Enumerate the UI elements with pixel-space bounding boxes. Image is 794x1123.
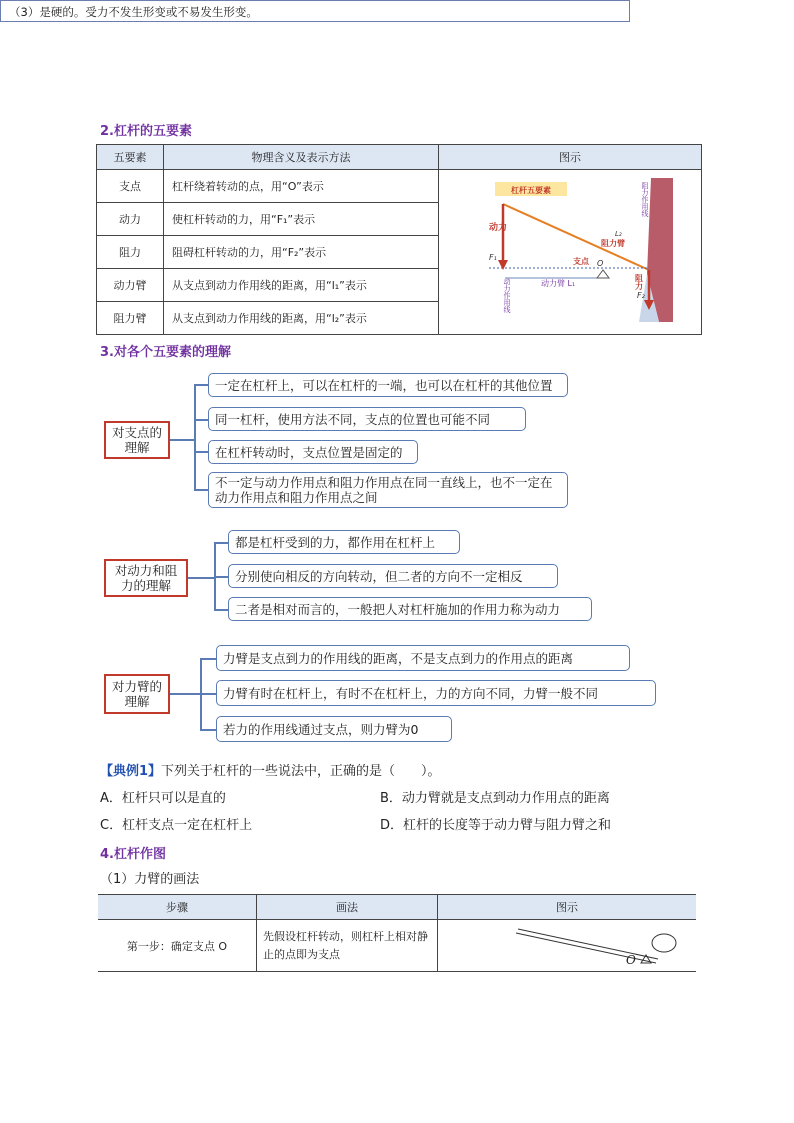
forces-item-3: 二者是相对而言的，一般把人对杠杆施加的作用力称为动力	[228, 597, 592, 621]
header-element: 五要素	[97, 145, 164, 170]
connector	[194, 489, 208, 491]
intro-text: （3）是硬的。受力不发生形变或不易发生形变。	[9, 5, 258, 19]
zero-label: O	[597, 259, 604, 268]
resist-label: 阻力	[634, 274, 644, 290]
section4-title: 4.杠杆作图	[100, 847, 166, 862]
section4-sub: （1）力臂的画法	[100, 872, 200, 887]
lever-diagram	[469, 174, 699, 334]
fulcrum-triangle	[597, 270, 609, 278]
group-arms-text: 对力臂的理解	[111, 679, 162, 709]
l2-label: L₂	[615, 230, 622, 238]
step1-figure-cell	[438, 920, 697, 972]
connector	[170, 693, 200, 695]
lever-figure-cell	[439, 170, 702, 335]
f1-label: F₁	[489, 253, 497, 262]
group-fulcrum-label	[104, 421, 170, 459]
arm-drawing-table	[98, 894, 696, 972]
group-fulcrum-text: 对支点的理解	[111, 425, 162, 455]
forces-item-1: 都是杠杆受到的力，都作用在杠杆上	[228, 530, 460, 554]
header-illustration: 图示	[438, 895, 697, 920]
header-meaning: 物理含义及表示方法	[164, 145, 439, 170]
row-effort-desc: 使杠杆转动的力，用“F₁”表示	[164, 203, 439, 236]
example-question	[100, 760, 441, 779]
f2-label: F₂	[637, 291, 645, 300]
connector	[214, 542, 228, 544]
fulcrum-item-3: 在杠杆转动时，支点位置是固定的	[208, 440, 418, 464]
connector	[188, 577, 214, 579]
row-resistance-desc: 阻碍杠杆转动的力，用“F₂”表示	[164, 236, 439, 269]
connector	[194, 384, 196, 490]
arms-item-2: 力臂有时在杠杆上，有时不在杠杆上，力的方向不同，力臂一般不同	[216, 680, 656, 706]
option-c: C．杠杆支点一定在杠杆上	[100, 818, 253, 833]
fulcrum-label: 支点	[573, 257, 589, 266]
connector	[194, 384, 208, 386]
row-effort-name: 动力	[97, 203, 164, 236]
arm1-label: 动力臂 L₁	[541, 279, 576, 288]
connector	[200, 693, 216, 695]
arms-item-1: 力臂是支点到力的作用线的距离，不是支点到力的作用点的距离	[216, 645, 630, 671]
fulcrum-item-1: 一定在杠杆上，可以在杠杆的一端，也可以在杠杆的其他位置	[208, 373, 568, 397]
forces-item-2: 分别使向相反的方向转动，但二者的方向不一定相反	[228, 564, 558, 588]
row-fulcrum-name: 支点	[97, 170, 164, 203]
connector	[200, 729, 216, 731]
option-b: B．动力臂就是支点到动力作用点的距离	[380, 791, 610, 806]
row-resistance-name: 阻力	[97, 236, 164, 269]
figure-title: 杠杆五要素	[511, 186, 551, 195]
row-fulcrum-desc: 杠杆绕着转动的点，用“O”表示	[164, 170, 439, 203]
effort-label: 动力	[489, 223, 508, 233]
option-d: D．杠杆的长度等于动力臂与阻力臂之和	[380, 818, 612, 833]
stone	[652, 934, 676, 952]
group-arms-label	[104, 674, 170, 714]
step1-diagram	[508, 921, 708, 971]
connector	[214, 609, 228, 611]
connector	[194, 419, 208, 421]
example-question-text: 下列关于杠杆的一些说法中，正确的是（ ）。	[161, 764, 441, 779]
header-step: 步骤	[98, 895, 257, 920]
fulcrum-item-2: 同一杠杆，使用方法不同，支点的位置也可能不同	[208, 407, 526, 431]
connector	[200, 658, 216, 660]
step1-name: 第一步：确定支点 O	[98, 920, 257, 972]
connector	[194, 451, 208, 453]
header-method: 画法	[257, 895, 438, 920]
five-elements-table	[96, 144, 702, 335]
intro-box	[0, 0, 630, 22]
group-forces-label	[104, 559, 188, 597]
connector	[170, 439, 194, 441]
option-a: A．杠杆只可以是直的	[100, 791, 226, 806]
arm2-label: 阻力臂	[601, 239, 625, 248]
fulcrum-item-4: 不一定与动力作用点和阻力作用点在同一直线上，也不一定在动力作用点和阻力作用点之间	[208, 472, 568, 508]
resist-line-label: 阻力作用线	[641, 182, 649, 217]
row-arm2-name: 阻力臂	[97, 302, 164, 335]
example-tag: 【典例1】	[100, 764, 162, 779]
arms-item-3: 若力的作用线通过支点，则力臂为0	[216, 716, 452, 742]
step1-o-label: O	[626, 953, 636, 967]
connector	[214, 576, 228, 578]
section2-title: 2.杠杆的五要素	[100, 124, 192, 139]
step1-method: 先假设杠杆转动，则杠杆上相对静止的点即为支点	[257, 920, 438, 972]
lever-top-edge	[518, 929, 658, 959]
section3-title: 3.对各个五要素的理解	[100, 345, 231, 360]
group-forces-text: 对动力和阻力的理解	[114, 563, 178, 593]
row-arm1-desc: 从支点到动力作用线的距离，用“l₁”表示	[164, 269, 439, 302]
effort-line-label: 动力作用线	[503, 278, 511, 313]
header-figure: 图示	[439, 145, 702, 170]
row-arm1-name: 动力臂	[97, 269, 164, 302]
row-arm2-desc: 从支点到动力作用线的距离，用“l₂”表示	[164, 302, 439, 335]
